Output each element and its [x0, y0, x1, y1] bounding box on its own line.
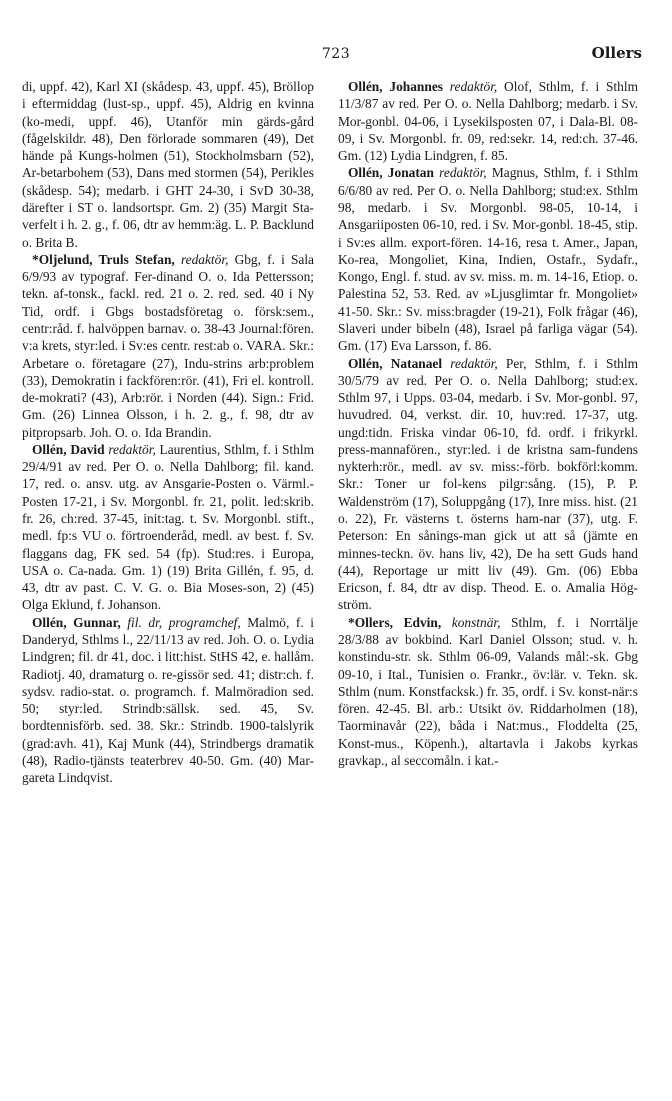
entry-ollen-johannes — [338, 78, 638, 164]
entry-given-name: Edvin, — [393, 614, 442, 630]
entry-surname: Ollén, — [32, 614, 67, 630]
entry-text: Per, Sthlm, f. i Sthlm 30/5/79 av red. Per O. o. Nella Dahlborg; stud:ex. Sthlm 97, i Upps. 03-04, medarb. i Sv. Mor-gonbl. 97, huvudred. 04, verkst. dir. 10, huv:red. 17-37, utg. ungd:tidn. Friska vindar 06-10, fd. ordf. i frikyrkl. press-mannafören., styr:led. i de kristna sam-fundens nykterh:rör., medl. av sv. miss:-förb. bokförl:komm. Skr.: Toner ur fol-kens pilgr:sång. (15), P. P. Waldenström (17), Soluppgång (17), Inre miss. hist. (21 o. 22), Fr. västerns t. österns ham-nar (37), utg. F. Peterson: En sånings-man gick ut att så (jämte en minnes-teckn. öv. hans liv, 42), De ha sett Guds hand (44), Reportage ur mitt liv (49). Gm. (06) Ebba Ericson, f. 84, dtr av disp. Theod. E. o. Amalia Hög-ström. — [338, 355, 638, 613]
page-number: 723 — [321, 46, 351, 62]
entry-occupation: redaktör, — [108, 441, 156, 457]
entry-surname: *Oljelund, — [32, 251, 93, 267]
entry-text: Laurentius, Sthlm, f. i Sthlm 29/4/91 av red. Per O. o. Nella Dahlborg; fil. kand. 17, red. o. ansv. utg. av Ansgarie-Posten o. Värml.-Posten 17-21, i Sv. Morgonbl. fr. 21, polit. led:skrib. fr. 26, ch:red. 37-45, init:tag. t. Sv. Morgonbl. stift., medl. fp:s VU o. förtroenderåd, medl. av best. f. Sv. flaggans dag, FK sed. 54 (fp). Stud:res. i Europa, USA o. Ca-nada. Gm. 1) (19) Brita Gillén, f. 95, d. 43, dtr av past. C. V. G. o. Bia Moses-son, 2) (45) Olga Eklund, f. Johanson. — [22, 441, 314, 613]
entry-surname: Ollén, — [348, 165, 383, 181]
entry-given-name: Truls Stefan, — [92, 251, 175, 267]
entry-given-name: Johannes — [382, 79, 443, 94]
entry-occupation: redaktör, — [180, 251, 229, 267]
entry-given-name: Gunnar, — [66, 614, 121, 630]
entry-surname: Ollén, — [348, 79, 383, 94]
entry-surname: Ollén, — [32, 441, 67, 457]
entry-ollers-edvin — [338, 614, 638, 770]
entry-ollen-natanael — [338, 355, 638, 614]
entry-occupation: redaktör, — [439, 165, 487, 181]
right-column — [338, 78, 638, 769]
entry-given-name: Natanael — [382, 355, 443, 371]
entry-text: Sthlm, f. i Norrtälje 28/3/88 av bokbind. Karl Daniel Olsson; stud. v. h. konstindu-str. sk. Sthlm 06-09, Valands mål:-sk. Gbg 09-10, i Ital., Tunisien o. Frankr., öv:lär. v. Tekn. sk. Sthlm (num. Konstfacksk.) fr. 35, ordf. i Sv. konst-när:s fören. 42-45. Bl. arb.: Utsikt öv. Riddarholmen (18), Taorminavår (22), båda i Nat:mus., Floddelta (25, Konst-mus., Köpenh.), altartavla i Jakobs kyrkas gravkap., al seccomåln. i kat.- — [338, 614, 638, 768]
entry-text: di, uppf. 42), Karl XI (skådesp. 43, uppf. 45), Bröllop i eftermiddag (lust-sp., uppf. 45), Aldrig en kvinna (ko-medi, uppf. 46), Utanför min gärds-gård (fågelskildr. 48), Den förlorade sommaren (49), Det hände på Kungs-holmen (51), Stockholmsbarn (52), Ar-betarbohem (53), Dans med stormen (54), Perikles (skådesp. 54); medarb. i GHT 24-30, i SvD 30-38, därefter i ST o. landsortspr. Gm. 2) (35) Margit Sta-verfelt i h. 2. g., f. 06, dtr av hemm:äg. L. P. Backlund o. Brita B. — [22, 79, 314, 250]
entry-oljelund-truls — [22, 251, 314, 441]
entry-occupation: redaktör, — [449, 79, 498, 94]
entry-text: Malmö, f. i Danderyd, Sthlms l., 22/11/13 av red. Joh. O. o. Lydia Lindgren; fil. dr 41, doc. i litt:hist. StHS 42, e. hallåm. Radiotj. 40, dramaturg o. re-gissör sed. 41; distr:ch. f. sydsv. radio-stat. o. programch. f. Malmöradion sed. 50; styr:led. Strindb:sällsk. sed. 45, Sv. bordtennisförb. sed. 38. Skr.: Strindb. 1900-talslyrik (grad:avh. 41), Kaj Munk (44), Strindbergs dramatik (48), Radio-tjänsts teaterbrev 40-50. Gm. (40) Mar-gareta Lindqvist. — [22, 614, 314, 786]
entry-occupation: redaktör, — [450, 355, 498, 371]
entry-ollen-jonatan — [338, 164, 638, 354]
entry-occupation: fil. dr, programchef, — [127, 614, 241, 630]
left-column — [22, 78, 314, 787]
entry-given-name: Jonatan — [382, 165, 434, 181]
running-head: Ollers — [591, 44, 642, 62]
entry-surname: *Ollers, — [348, 614, 393, 630]
entry-given-name: David — [66, 441, 105, 457]
entry-text: Magnus, Sthlm, f. i Sthlm 6/6/80 av red. Per O. o. Nella Dahlborg; stud:ex. Sthlm 98, medarb. i Sv. Morgonbl. 98-05, 10-14, i Ansgariiposten 06-10, red. i Sv. Mor-gonbl. 18-45, stip. i Sv:es allm. export-fören. 14-16, resa t. Amer., Japan, Ko-rea, Mongoliet, Kina, Indien, Ostafr., Sydafr., Kongo, Engl. f. stud. av sv. miss. m. m. 14-16, Etiop. o. Palestina 52, 53. Red. av »Ljusglimtar fr. Mongoliet» 41-50. Skr.: Sv. miss:bragder (19-21), Folk frågar (46), Slaveri under bibeln (48), Israel på farliga vägar (54). Gm. (17) Eva Larsson, f. 86. — [338, 165, 638, 354]
entry-ollen-david — [22, 441, 314, 614]
entry-text: Olof, Sthlm, f. i Sthlm 11/3/87 av red. Per O. o. Nella Dahlborg; medarb. i Sv. Mor-gonbl. 04-06, i Lysekilsposten 07, i Dala-Bl. 08-09, i Sv. Morgonbl. fr. 09, red:sekr. 14, red:ch. 37-46. Gm. (12) Lydia Lindgren, f. 85. — [338, 79, 638, 164]
entry-continuation — [22, 78, 314, 251]
entry-text: Gbg, f. i Sala 6/9/93 av typograf. Fer-dinand O. o. Ida Pettersson; tekn. af-tonsk., fackl. red. 21 o. 2. red. sed. 40 i Ny Tid, ordf. i Gbgs bostadsföretag o. försk:sem., centr:råd. f. halvöppen barnav. o. 38-43 Journal:fören. v:a krets, styr:led. i Sv:es centr. rest:ab o. VARA. Skr.: Arbetare o. företagare (27), Indu-strins arb:problem (33), Demokratin i fackfören:rör. (41), Fri el. kontroll. de-mokrati? (43), Arb:rör. i Norden (44). Sign.: Frid. Gm. (26) Linnea Olsson, i h. 2. g., f. 98, dtr av pitpropsarb. Joh. O. o. Ida Brandin. — [22, 251, 314, 440]
entry-ollen-gunnar — [22, 614, 314, 787]
entry-surname: Ollén, — [348, 355, 383, 371]
entry-occupation: konstnär, — [451, 614, 501, 630]
